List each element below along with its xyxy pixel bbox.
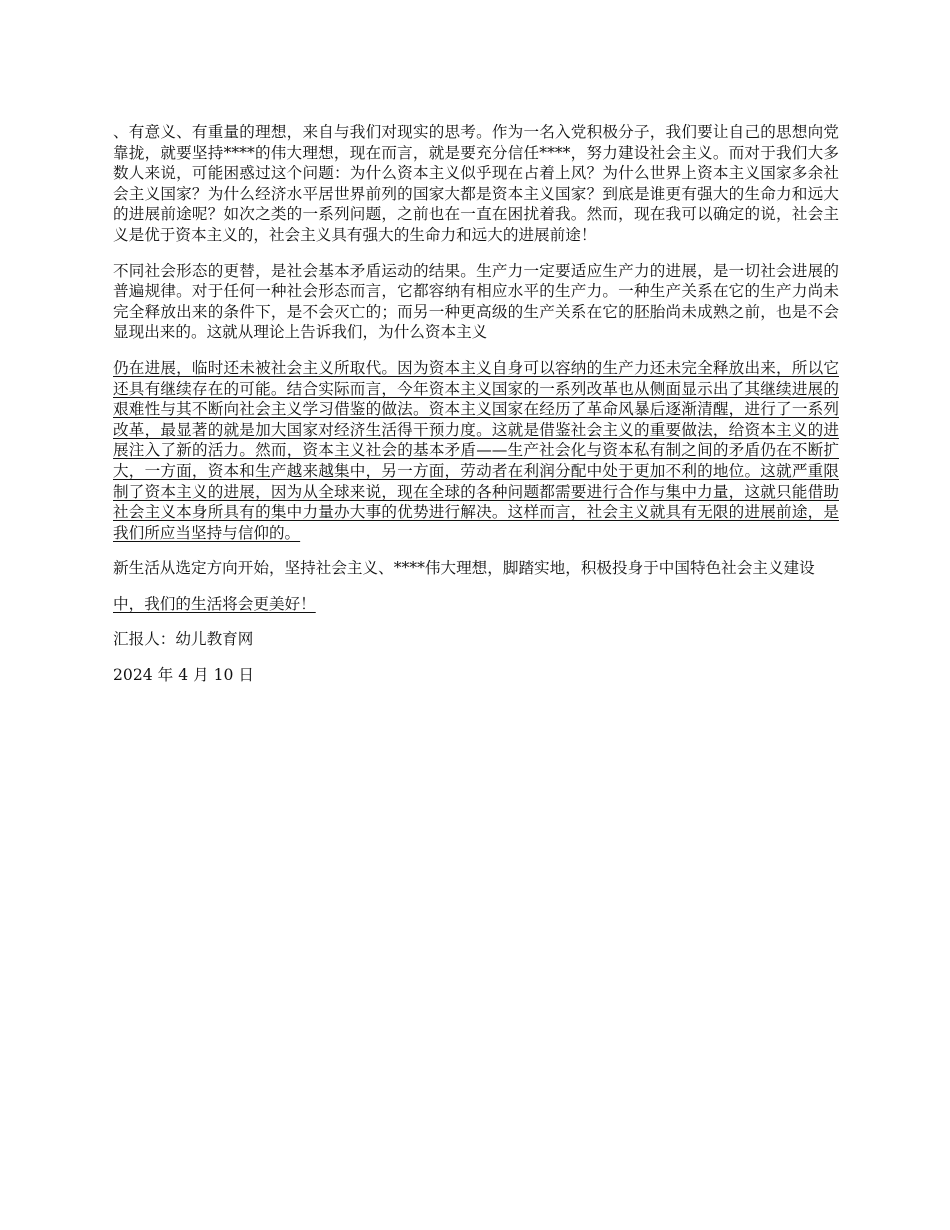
paragraph-social-forms-text: 不同社会形态的更替，是社会基本矛盾运动的结果。生产力一定要适应生产力的进展，是一切社会进展的普遍规律。对于任何一种社会形态而言，它都容纳有相应水平的生产力。一种生产关系在它的生产力尚未完全释放出来的条件下，是不会灭亡的；而另一种更高级的生产关系在它的胚胎尚未成熟之前，也是不会显现出来的。这就从理论上告诉我们，为什么资本主义 (113, 261, 839, 342)
paragraph-new-life-text: 新生活从选定方向开始，坚持社会主义、****伟大理想，脚踏实地，积极投身于中国特色社会主义建设 (113, 559, 815, 578)
paragraph-capitalism-analysis-text: 仍在进展，临时还未被社会主义所取代。因为资本主义自身可以容纳的生产力还未完全释放出来，所以它还具有继续存在的可能。结合实际而言，今年资本主义国家的一系列改革也从侧面显示出了其继续进展的艰难性与其不断向社会主义学习借鉴的做法。资本主义国家在经历了革命风暴后逐渐清醒，进行了一系列改革，最显著的就是加大国家对经济生活得干预力度。这就是借鉴社会主义的重要做法，给资本主义的进展注入了新的活力。然而，资本主义社会的基本矛盾——生产社会化与资本私有制之间的矛盾仍在不断扩大，一方面，资本和生产越来越集中，另一方面，劳动者在利润分配中处于更加不利的地位。这就严重限制了资本主义的进展，因为从全球来说，现在全球的各种问题都需要进行合作与集中力量，这就只能借助社会主义本身所具有的集中力量办大事的优势进行解决。这样而言，社会主义就具有无限的进展前途，是我们所应当坚持与信仰的。 (113, 358, 839, 542)
reporter-line (113, 629, 839, 650)
paragraph-ideal (113, 122, 839, 246)
paragraph-closing-text: 中，我们的生活将会更美好！ (113, 594, 316, 613)
paragraph-new-life (113, 558, 839, 579)
paragraph-capitalism-analysis (113, 358, 839, 543)
paragraph-ideal-text: 、有意义、有重量的理想，来自与我们对现实的思考。作为一名入党积极分子，我们要让自己的思想向党靠拢，就要坚持****的伟大理想，现在而言，就是要充分信任****，努力建设社会主义。而对于我们大多数人来说，可能困惑过这个问题：为什么资本主义似乎现在占着上风？为什么世界上资本主义国家多余社会主义国家？为什么经济水平居世界前列的国家大都是资本主义国家？到底是谁更有强大的生命力和远大的进展前途呢？如次之类的一系列问题，之前也在一直在困扰着我。然而，现在我可以确定的说，社会主义是优于资本主义的，社会主义具有强大的生命力和远大的进展前途！ (113, 123, 839, 244)
document-page (113, 122, 839, 701)
date-line (113, 665, 839, 686)
paragraph-social-forms (113, 261, 839, 343)
paragraph-closing (113, 594, 839, 615)
reporter-text: 汇报人：幼儿教育网 (113, 630, 254, 649)
date-text: 2024 年 4 月 10 日 (113, 666, 255, 685)
